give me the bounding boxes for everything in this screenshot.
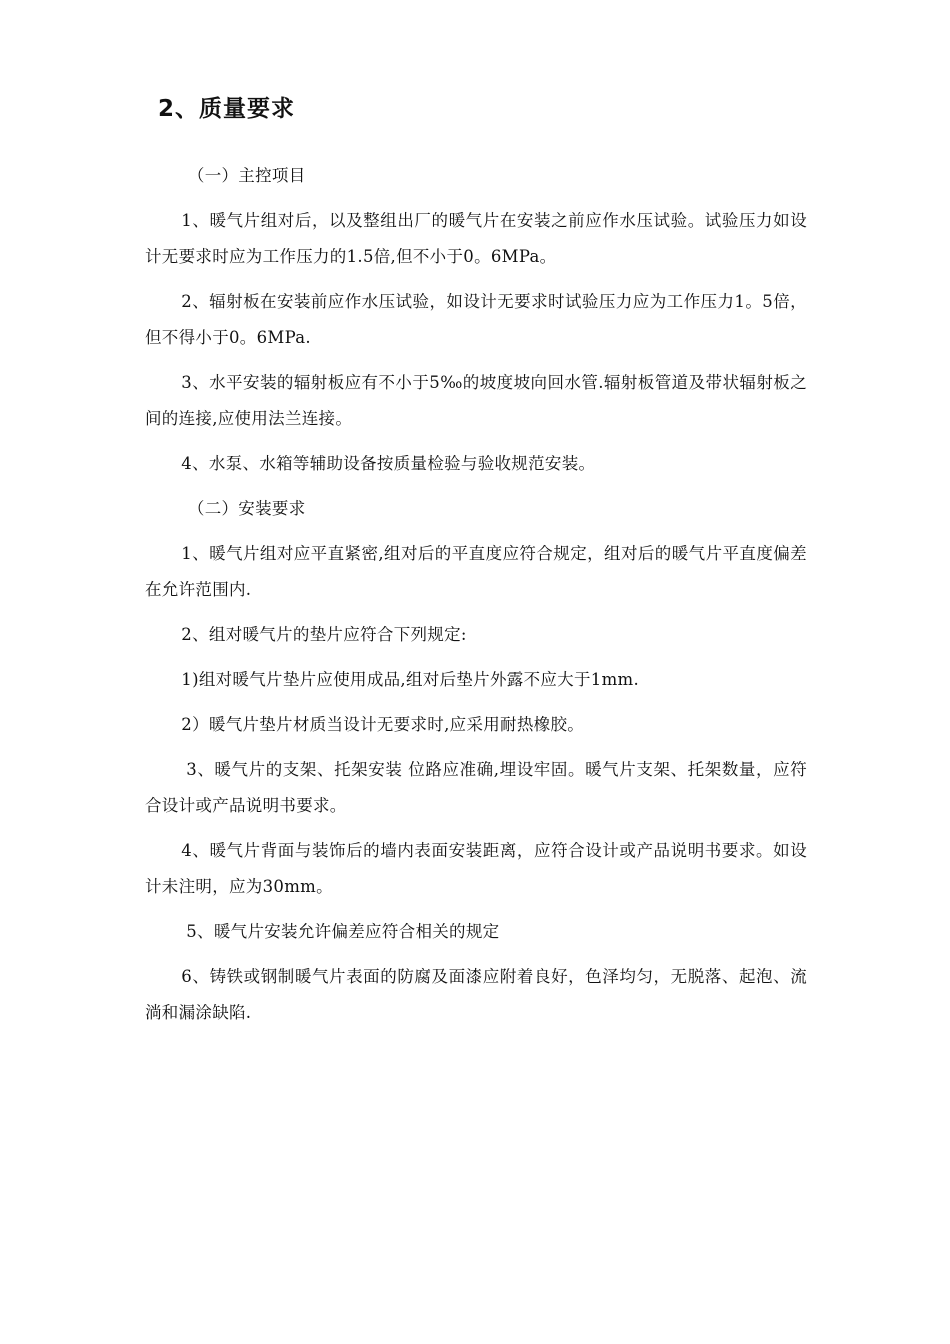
- paragraph-item: 1、暖气片组对应平直紧密,组对后的平直度应符合规定，组对后的暖气片平直度偏差在允许范围内.: [145, 544, 807, 599]
- subsection-title-main-control: （一）主控项目: [187, 166, 306, 185]
- paragraph-item: 5、暖气片安装允许偏差应符合相关的规定: [186, 922, 500, 941]
- paragraph-item: 6、铸铁或钢制暖气片表面的防腐及面漆应附着良好，色泽均匀，无脱落、起泡、流淌和漏涂缺陷.: [145, 967, 807, 1022]
- paragraph-item: 4、暖气片背面与装饰后的墙内表面安装距离，应符合设计或产品说明书要求。如设计未注明，应为30mm。: [145, 841, 807, 896]
- paragraph-item: 4、水泵、水箱等辅助设备按质量检验与验收规范安装。: [181, 454, 596, 473]
- document-body: [145, 158, 807, 1040]
- paragraph-subitem: 2）暖气片垫片材质当设计无要求时,应采用耐热橡胶。: [181, 715, 585, 734]
- section-heading: 2、质量要求: [158, 96, 296, 122]
- paragraph-item: 1、暖气片组对后，以及整组出厂的暖气片在安装之前应作水压试验。试验压力如设计无要求时应为工作压力的1.5倍,但不小于0。6MPa。: [145, 211, 807, 266]
- subsection-title-installation: （二）安装要求: [187, 499, 306, 518]
- paragraph-item: 3、水平安装的辐射板应有不小于5‰的坡度坡向回水管.辐射板管道及带状辐射板之间的连接,应使用法兰连接。: [145, 373, 807, 428]
- paragraph-item: 2、组对暖气片的垫片应符合下列规定:: [181, 625, 467, 644]
- paragraph-item: 3、暖气片的支架、托架安装 位路应准确,埋设牢固。暖气片支架、托架数量，应符合设计或产品说明书要求。: [145, 760, 807, 815]
- paragraph-item: 2、辐射板在安装前应作水压试验，如设计无要求时试验压力应为工作压力1。5倍，但不得小于0。6MPa.: [145, 292, 807, 347]
- paragraph-subitem: 1)组对暖气片垫片应使用成品,组对后垫片外露不应大于1mm.: [181, 670, 640, 689]
